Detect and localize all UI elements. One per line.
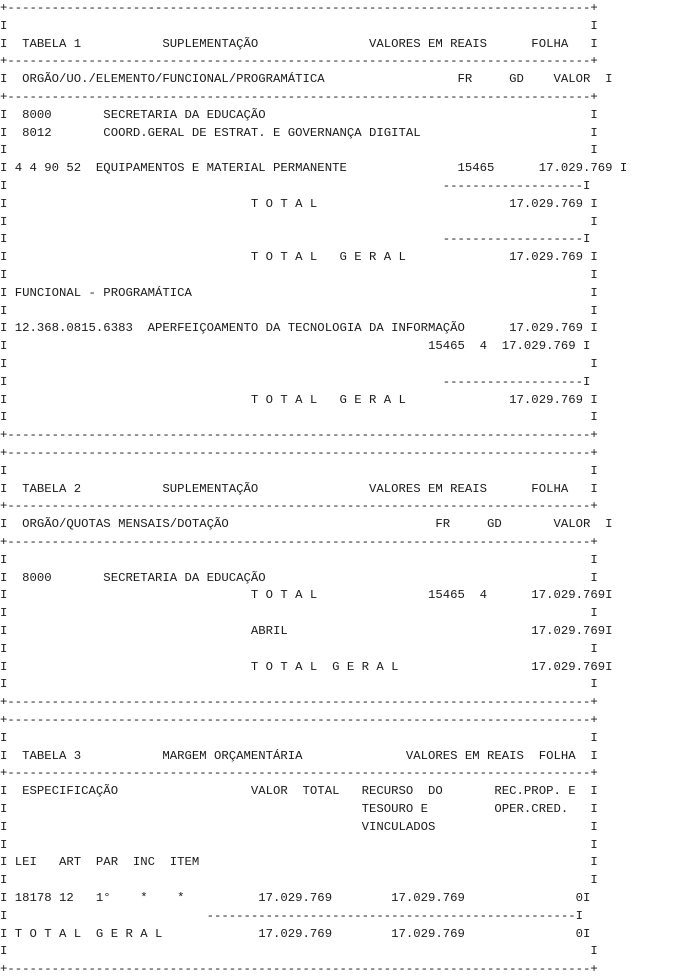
report-line: I I	[0, 410, 598, 425]
report-line: I 12.368.0815.6383 APERFEIÇOAMENTO DA TECNOLOGIA DA INFORMAÇÃO 17.029.769 I	[0, 321, 598, 336]
report-line: I --------------------------------------------------I	[0, 908, 583, 923]
report-line: I 18178 12 1° * * 17.029.769 17.029.769 0I	[0, 891, 591, 905]
report-line: +-------------------------------------------------------------------------------+	[0, 766, 598, 781]
report-line: I T O T A L G E R A L 17.029.769 I	[0, 250, 598, 265]
report-line: I I	[0, 677, 598, 692]
report-line: I I	[0, 552, 598, 567]
report-line: +-------------------------------------------------------------------------------+	[0, 428, 598, 443]
report-line: I I	[0, 837, 598, 852]
report-line: I LEI ART PAR INC ITEM I	[0, 855, 598, 870]
report-line: I 8000 SECRETARIA DA EDUCAÇÃO I	[0, 107, 598, 122]
report-line: I T O T A L 15465 4 17.029.769I	[0, 588, 613, 603]
report-line: +-------------------------------------------------------------------------------+	[0, 695, 598, 710]
report-line: I TABELA 2 SUPLEMENTAÇÃO VALORES EM REAIS FOLHA I	[0, 481, 598, 496]
report-line: I -------------------I	[0, 179, 591, 193]
report-line: I ESPECIFICAÇÃO VALOR TOTAL RECURSO DO REC.PROP. E I	[0, 784, 598, 799]
report-line: I I	[0, 214, 598, 229]
report-line: I ABRIL 17.029.769I	[0, 624, 613, 638]
report-line: I I	[0, 303, 598, 318]
report-line: I -------------------I	[0, 374, 591, 389]
report-line: I I	[0, 357, 598, 371]
report-line: I I	[0, 143, 598, 158]
report-line: I FUNCIONAL - PROGRAMÁTICA I	[0, 285, 598, 300]
report-line: +-------------------------------------------------------------------------------+	[0, 90, 598, 104]
report-line: I I	[0, 606, 598, 621]
report-line: I I	[0, 944, 598, 959]
report-line: +-------------------------------------------------------------------------------+	[0, 54, 598, 69]
report-line: I I	[0, 18, 598, 33]
report-line: I TABELA 1 SUPLEMENTAÇÃO VALORES EM REAIS FOLHA I	[0, 36, 598, 51]
report-line: +-------------------------------------------------------------------------------+	[0, 1, 598, 15]
report-line: +-------------------------------------------------------------------------------+	[0, 535, 598, 549]
report-line: I ORGÃO/UO./ELEMENTO/FUNCIONAL/PROGRAMÁTICA FR GD VALOR I	[0, 72, 613, 87]
report-line: I 4 4 90 52 EQUIPAMENTOS E MATERIAL PERMANENTE 15465 17.029.769 I	[0, 161, 628, 176]
report-line: I 15465 4 17.029.769 I	[0, 339, 591, 354]
report-line: I 8012 COORD.GERAL DE ESTRAT. E GOVERNANÇA DIGITAL I	[0, 125, 598, 140]
report-line: I 8000 SECRETARIA DA EDUCAÇÃO I	[0, 570, 598, 585]
report-line: I T O T A L 17.029.769 I	[0, 196, 598, 211]
report-line: +-------------------------------------------------------------------------------+	[0, 713, 598, 727]
report-line: I I	[0, 268, 598, 282]
report-line: I I	[0, 641, 598, 656]
report-line: I I	[0, 463, 598, 478]
report-line: I VINCULADOS I	[0, 819, 598, 834]
report-line: +-------------------------------------------------------------------------------+	[0, 962, 598, 977]
report-line: I -------------------I	[0, 232, 591, 247]
report-line: I T O T A L G E R A L 17.029.769 17.029.769 0I	[0, 926, 591, 941]
report-line: I ORGÃO/QUOTAS MENSAIS/DOTAÇÃO FR GD VALOR I	[0, 517, 613, 532]
report-line: I TESOURO E OPER.CRED. I	[0, 802, 598, 816]
report-line: I TABELA 3 MARGEM ORÇAMENTÁRIA VALORES EM REAIS FOLHA I	[0, 748, 598, 763]
report-line: I I	[0, 730, 598, 745]
report-line: +-------------------------------------------------------------------------------+	[0, 499, 598, 514]
report-line: +-------------------------------------------------------------------------------+	[0, 446, 598, 460]
report-line: I T O T A L G E R A L 17.029.769I	[0, 659, 613, 674]
report-line: I T O T A L G E R A L 17.029.769 I	[0, 392, 598, 407]
report-line: I I	[0, 873, 598, 888]
